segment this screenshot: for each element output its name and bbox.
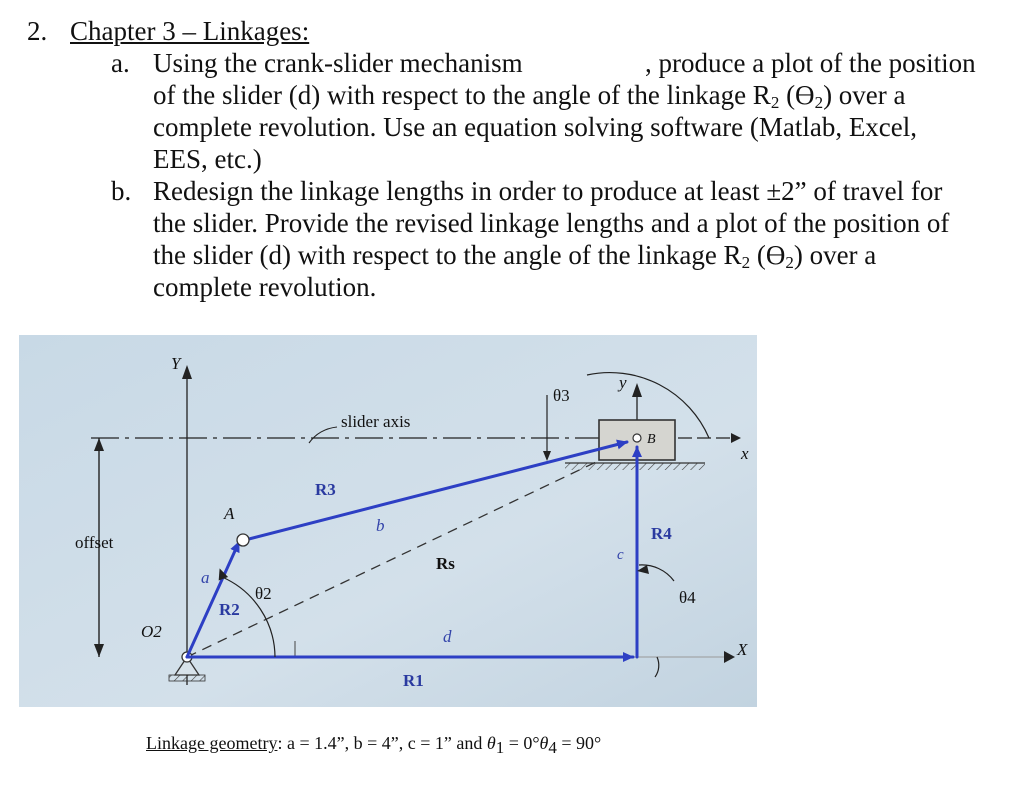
label-theta2: θ2 — [255, 584, 272, 603]
part-a-line4: EES, etc.) — [153, 144, 262, 174]
figure-background — [19, 335, 757, 707]
label-c: c — [617, 547, 624, 563]
label-x: x — [741, 444, 749, 463]
linkage-geometry-caption: Linkage geometry: a = 1.4”, b = 4”, c = 1” and $\theta_1 = 0^\circ\theta_4 = 90^\circ$ — [146, 733, 602, 757]
label-theta3: θ3 — [553, 386, 570, 405]
label-R3: R3 — [315, 480, 336, 499]
part-b-line1: Redesign the linkage lengths in order to produce at least ±2” of travel for — [153, 176, 943, 206]
label-y: y — [619, 373, 627, 392]
label-R4: R4 — [651, 524, 672, 543]
label-R2: R2 — [219, 600, 240, 619]
problem-title: Chapter 3 – Linkages: — [70, 16, 310, 46]
label-R1: R1 — [403, 671, 424, 690]
part-b-line3: the slider (d) with respect to the angle of the linkage $R_2$ $(ϴ_2)$ over a — [153, 240, 877, 272]
part-b-letter: b. — [111, 176, 132, 206]
part-a-line1-end: , produce a plot of the position — [645, 48, 976, 78]
label-B: B — [647, 432, 656, 447]
label-Y: Y — [171, 354, 181, 373]
label-A: A — [224, 504, 235, 523]
label-a: a — [201, 568, 210, 587]
pin-a — [237, 534, 249, 546]
label-theta4: θ4 — [679, 588, 696, 607]
pin-b — [633, 434, 641, 442]
label-O2: O2 — [141, 622, 162, 641]
crank-slider-figure — [19, 335, 757, 707]
label-X: X — [737, 640, 748, 659]
part-b-line2: the slider. Provide the revised linkage lengths and a plot of the position of — [153, 208, 950, 238]
part-a-line2: of the slider (d) with respect to the angle of the linkage $R_2$ $(ϴ_2)$ over a — [153, 80, 906, 112]
label-d: d — [443, 627, 452, 646]
slider-ground-hatch — [565, 463, 705, 470]
label-slider-axis: slider axis — [341, 412, 411, 431]
caption-text: : a = 1.4”, b = 4”, c = 1” and — [277, 733, 487, 753]
label-Rs: Rs — [436, 554, 455, 573]
caption-label: Linkage geometry — [146, 733, 278, 753]
part-a-line1-start: Using the crank-slider mechanism — [153, 48, 523, 78]
part-a-letter: a. — [111, 48, 130, 78]
part-b-line4: complete revolution. — [153, 272, 377, 302]
problem-number: 2. — [27, 16, 48, 46]
label-offset: offset — [75, 533, 114, 552]
label-b: b — [376, 516, 385, 535]
part-a-line3: complete revolution. Use an equation solving software (Matlab, Excel, — [153, 112, 918, 142]
